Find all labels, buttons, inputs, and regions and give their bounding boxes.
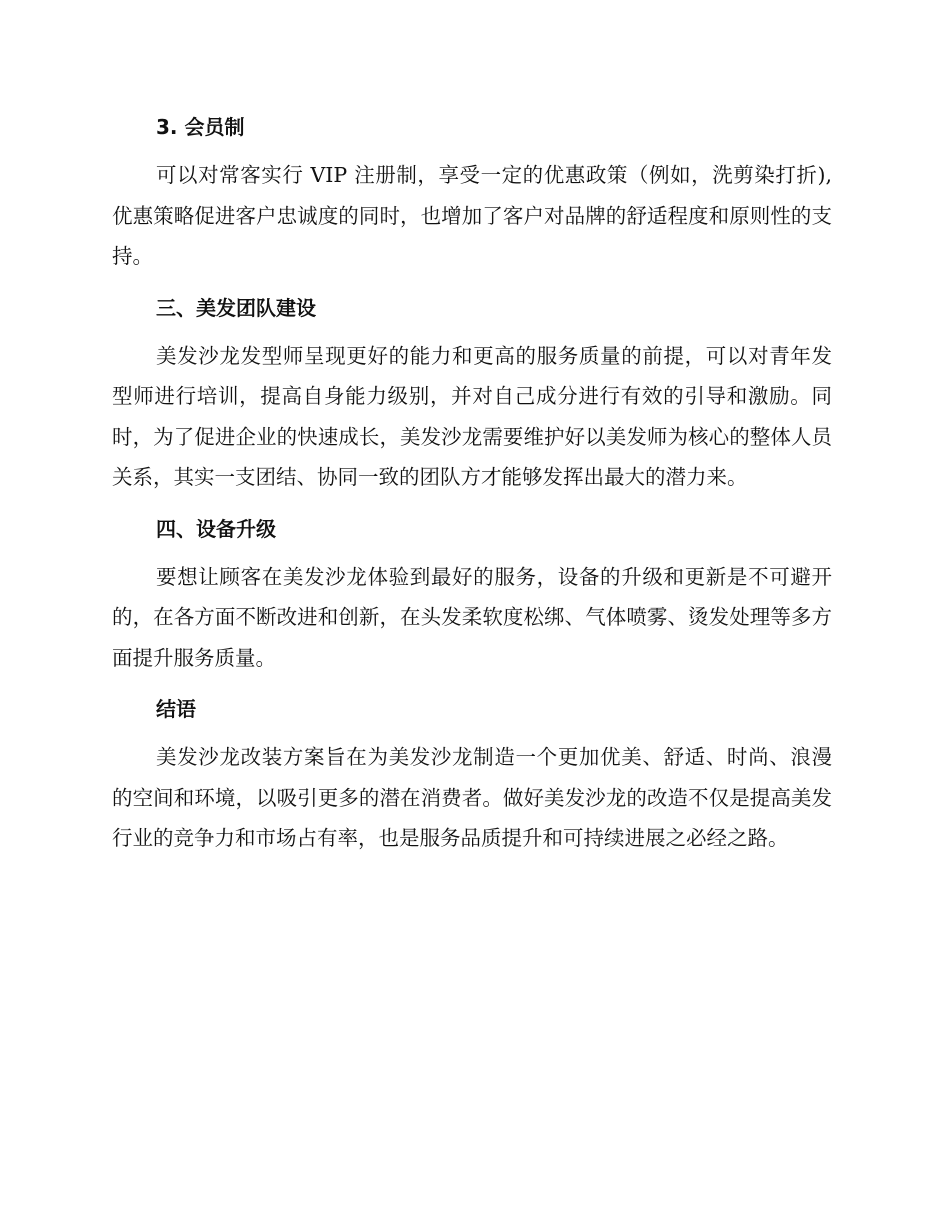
section-paragraph-equipment-upgrade: 要想让顾客在美发沙龙体验到最好的服务，设备的升级和更新是不可避开的，在各方面不断改进和创新，在头发柔软度松绑、气体喷雾、烫发处理等多方面提升服务质量。 [112, 564, 832, 670]
section-heading-membership: 3. 会员制 [156, 115, 245, 139]
section-paragraph-conclusion: 美发沙龙改装方案旨在为美发沙龙制造一个更加优美、舒适、时尚、浪漫的空间和环境，以吸引更多的潜在消费者。做好美发沙龙的改造不仅是提高美发行业的竞争力和市场占有率，也是服务品质提升和可持续进展之必经之路。 [112, 745, 832, 850]
section-paragraph-membership: 可以对常客实行 VIP 注册制，享受一定的优惠政策（例如，洗剪染打折),优惠策略促进客户忠诚度的同时，也增加了客户对品牌的舒适程度和原则性的支持。 [112, 163, 832, 268]
section-paragraph-team-building: 美发沙龙发型师呈现更好的能力和更高的服务质量的前提，可以对青年发型师进行培训，提高自身能力级别，并对自己成分进行有效的引导和激励。同时，为了促进企业的快速成长，美发沙龙需要维护好以美发师为核心的整体人员关系，其实一支团结、协同一致的团队方才能够发挥出最大的潜力来。 [112, 343, 832, 489]
section-heading-equipment-upgrade: 四、设备升级 [156, 516, 276, 541]
section-heading-conclusion: 结语 [156, 697, 196, 721]
document-body [112, 110, 832, 873]
section-heading-team-building: 三、美发团队建设 [156, 295, 316, 320]
